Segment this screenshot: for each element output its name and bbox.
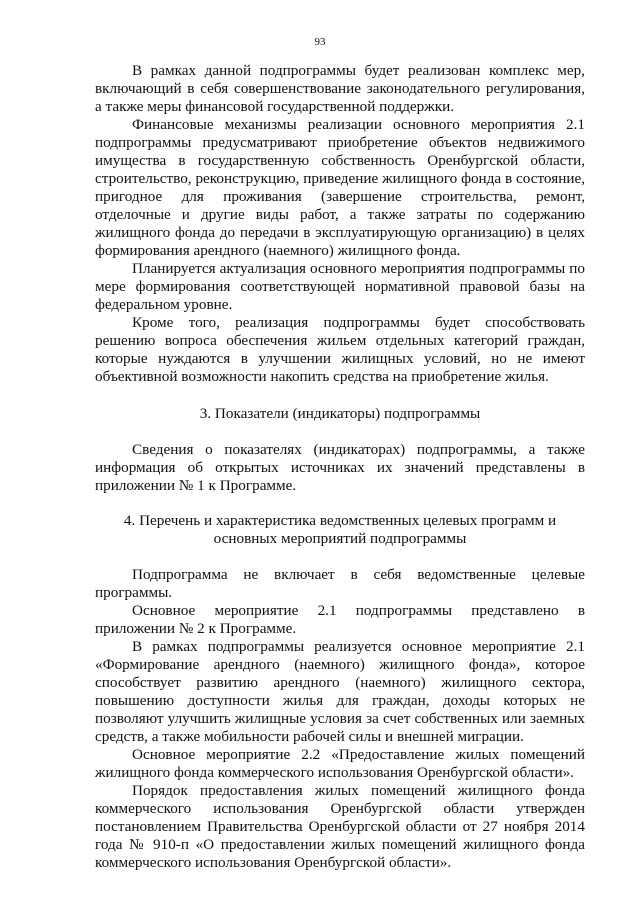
section-4-heading-line-1: 4. Перечень и характеристика ведомственных целевых программ и: [123, 512, 557, 529]
paragraph-no-target-programs: Подпрограмма не включает в себя ведомственные целевые программы.: [95, 566, 585, 601]
paragraph-housing-provision: Кроме того, реализация подпрограммы будет способствовать решению вопроса обеспечения жильем отдельных категорий граждан, которые нуждаются в улучшении жилищных условий, но не имеют объективной возможности накопить средства на приобретение жилья.: [95, 314, 585, 385]
paragraph-financial-mechanisms: Финансовые механизмы реализации основного мероприятия 2.1 подпрограммы предусматривают приобретение объектов недвижимого имущества в государственную собственность Оренбургской области, строительство, реконструкцию, приведение жилищного фонда в состояние, пригодное для проживания (завершение строительства, ремонт, отделочные и другие виды работ, а также затраты по содержанию жилищного фонда до передачи в эксплуатирующую организацию) в целях формирования арендного (наемного) жилищного фонда.: [95, 116, 585, 259]
page-number: 93: [314, 36, 326, 48]
paragraph-main-activity-2-1-appendix: Основное мероприятие 2.1 подпрограммы представлено в приложении № 2 к Программе.: [95, 602, 585, 637]
document-body: [95, 62, 585, 872]
paragraph-indicators-info: Сведения о показателях (индикаторах) подпрограммы, а также информация об открытых источниках их значений представлены в приложении № 1 к Программе.: [95, 441, 585, 494]
paragraph-provision-procedure: Порядок предоставления жилых помещений жилищного фонда коммерческого использования Оренбургской области утвержден постановлением Правительства Оренбургской области от 27 ноября 2014 года № 910-п «О предоставлении жилых помещений жилищного фонда коммерческого использования Оренбургской области».: [95, 782, 585, 871]
section-4-heading: [95, 512, 585, 548]
section-4-heading-line-2: основных мероприятий подпрограммы: [213, 530, 467, 547]
section-3-heading: 3. Показатели (индикаторы) подпрограммы: [199, 405, 481, 422]
paragraph-complex-measures: В рамках данной подпрограммы будет реализован комплекс мер, включающий в себя совершенствование законодательного регулирования, а также меры финансовой государственной поддержки.: [95, 62, 585, 115]
paragraph-main-activity-2-1-description: В рамках подпрограммы реализуется основное мероприятие 2.1 «Формирование арендного (наемного) жилищного фонда», которое способствует развитию арендного (наемного) жилищного сектора, повышению доступности жилья для граждан, доходы которых не позволяют улучшить жилищные условия за счет собственных или заемных средств, а также мобильности рабочей силы и внешней миграции.: [95, 638, 585, 745]
paragraph-main-activity-2-2: Основное мероприятие 2.2 «Предоставление жилых помещений жилищного фонда коммерческого использования Оренбургской области».: [95, 746, 585, 781]
paragraph-planned-update: Планируется актуализация основного мероприятия подпрограммы по мере формирования соответствующей нормативной правовой базы на федеральном уровне.: [95, 260, 585, 313]
